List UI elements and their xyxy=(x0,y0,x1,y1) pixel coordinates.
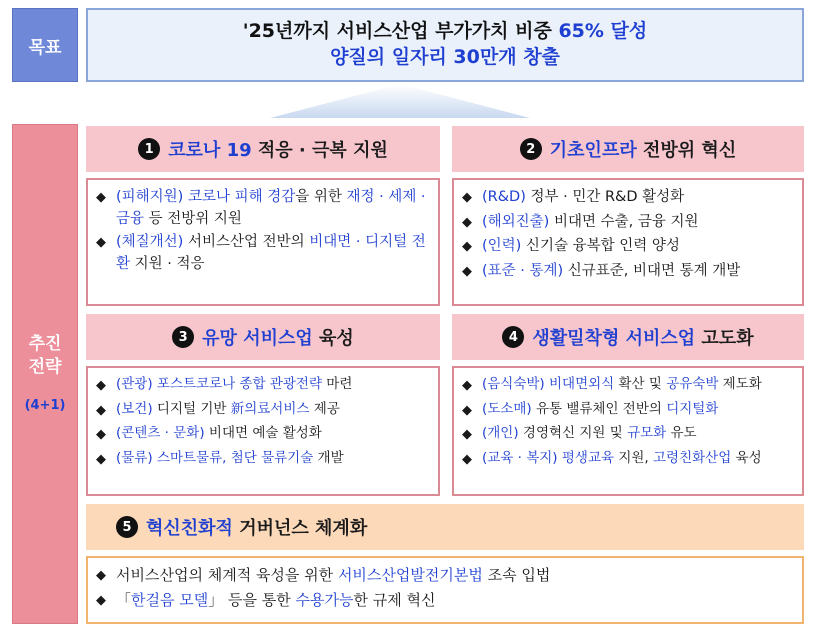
diamond-bullet-icon: ◆ xyxy=(96,568,106,583)
section-4-list xyxy=(462,374,794,473)
highlight-text: (해외진출) xyxy=(482,213,550,230)
list-item-text xyxy=(116,399,430,420)
number-1-icon: 1 xyxy=(138,138,160,160)
list-item-text xyxy=(482,374,794,395)
list-item-text xyxy=(482,423,794,444)
list-item xyxy=(96,231,430,276)
section-2-header: 2 기초인프라 전방위 혁신 xyxy=(452,126,804,172)
diamond-bullet-icon: ◆ xyxy=(96,427,106,443)
diamond-bullet-icon: ◆ xyxy=(96,592,106,608)
plain-text: 조속 입법 xyxy=(482,566,551,584)
highlight-text: (인력) xyxy=(482,238,522,255)
highlight-text: (체질개선) xyxy=(116,233,184,250)
list-item-text xyxy=(116,589,794,612)
highlight-text: (물류) xyxy=(116,450,153,467)
section-2-box xyxy=(452,178,804,306)
list-item xyxy=(462,399,794,424)
diamond-bullet-icon: ◆ xyxy=(462,452,472,468)
highlight-text: (도소매) xyxy=(482,400,532,417)
list-item xyxy=(96,589,794,614)
section-5-box xyxy=(86,556,804,624)
list-item xyxy=(462,211,794,236)
list-item xyxy=(462,260,794,285)
list-item-text xyxy=(482,260,794,282)
diamond-bullet-icon: ◆ xyxy=(96,452,106,468)
plain-text: 정부 · 민간 R&D 활성화 xyxy=(525,189,685,205)
diamond-bullet-icon: ◆ xyxy=(462,378,472,393)
diamond-bullet-icon: ◆ xyxy=(462,402,472,418)
strategy-label: 추진 전략 (4+1) xyxy=(12,124,78,624)
plain-text: 「 xyxy=(116,590,132,609)
plain-text: 한 규제 혁신 xyxy=(353,590,436,609)
plain-text: 」 등을 통한 xyxy=(208,590,296,609)
diamond-bullet-icon: ◆ xyxy=(96,234,106,250)
highlight-text: 한걸음 모델 xyxy=(131,590,209,609)
section-5-list xyxy=(96,564,794,613)
highlight-text: 공유숙박 xyxy=(666,376,719,392)
list-item xyxy=(96,374,430,399)
highlight-text: (교육 · 복지) xyxy=(482,450,558,467)
plain-text: 지원, xyxy=(614,450,654,467)
list-item-text xyxy=(482,448,794,469)
plain-text: 제공 xyxy=(309,400,340,417)
number-2-icon: 2 xyxy=(520,138,542,160)
section-4-header: 4 생활밀착형 서비스업 고도화 xyxy=(452,314,804,360)
list-item-text xyxy=(482,399,794,420)
highlight-text: 서비스산업발전기본법 xyxy=(337,566,483,584)
plain-text: 유통 밸류체인 전반의 xyxy=(531,400,667,417)
list-item xyxy=(462,423,794,448)
list-item xyxy=(96,423,430,448)
plain-text: 확산 및 xyxy=(614,376,667,392)
highlight-text: 비대면외식 xyxy=(549,376,615,392)
highlight-text: (음식숙박) xyxy=(482,376,545,392)
highlight-text: (R&D) xyxy=(482,189,526,205)
list-item xyxy=(462,448,794,473)
plain-text: 등 전방위 지원 xyxy=(144,211,242,228)
number-4-icon: 4 xyxy=(502,326,524,348)
goal-line1: '25년까지 서비스산업 부가가치 비중 65% 달성 xyxy=(242,20,648,43)
highlight-text: (표준 · 통계) xyxy=(482,263,564,280)
highlight-text: 스마트물류, 첨단 물류기술 xyxy=(156,450,314,467)
highlight-text: 포스트코로나 종합 관광전략 xyxy=(156,376,322,392)
list-item-text xyxy=(482,235,794,257)
list-item xyxy=(96,186,430,231)
goal-highlight: 65% 달성 xyxy=(558,20,648,43)
diamond-bullet-icon: ◆ xyxy=(462,190,472,205)
highlight-text: (개인) xyxy=(482,425,519,442)
highlight-text: (콘텐츠 · 문화) xyxy=(116,425,205,442)
list-item-text xyxy=(116,448,430,469)
list-item xyxy=(462,235,794,260)
highlight-text: 수용가능 xyxy=(295,590,354,609)
diamond-bullet-icon: ◆ xyxy=(462,427,472,443)
list-item xyxy=(96,399,430,424)
section-4-box xyxy=(452,366,804,496)
strategy-sub: (4+1) xyxy=(24,398,66,414)
list-item-text xyxy=(116,186,430,231)
plain-text: 서비스산업 전반의 xyxy=(183,233,310,250)
section-5-header: 5 혁신친화적 거버넌스 체계화 xyxy=(86,504,804,550)
plain-text: 제도화 xyxy=(718,376,762,392)
highlight-text: (관광) xyxy=(116,376,153,392)
number-5-icon: 5 xyxy=(116,516,138,538)
list-item xyxy=(462,186,794,211)
plain-text: 경영혁신 지원 및 xyxy=(518,425,628,442)
highlight-text: 평생교육 xyxy=(561,450,615,467)
diamond-bullet-icon: ◆ xyxy=(96,378,106,393)
plain-text: 비대면 예술 활성화 xyxy=(204,425,322,442)
section-1-list xyxy=(96,186,430,276)
list-item-text xyxy=(482,186,794,208)
plain-text: 을 위한 xyxy=(295,189,347,205)
plain-text: 비대면 수출, 금융 지원 xyxy=(549,213,699,230)
section-3-header: 3 유망 서비스업 육성 xyxy=(86,314,440,360)
list-item-text xyxy=(116,231,430,276)
goal-label: 목표 xyxy=(12,8,78,82)
plain-text: 디지털 기반 xyxy=(152,400,231,417)
section-1-header: 1 코로나 19 적응 · 극복 지원 xyxy=(86,126,440,172)
number-3-icon: 3 xyxy=(172,326,194,348)
section-3-box xyxy=(86,366,440,496)
section-3-list xyxy=(96,374,430,473)
highlight-text: (보건) xyxy=(116,400,153,417)
plain-text: 신규표준, 비대면 통계 개발 xyxy=(563,263,741,280)
highlight-text: 재정 · 세제 · 금융 xyxy=(116,189,426,228)
highlight-text: 고령친화산업 xyxy=(653,450,732,467)
plain-text: 유도 xyxy=(666,425,697,442)
goal-line2: 양질의 일자리 30만개 창출 xyxy=(330,46,560,68)
section-1-box xyxy=(86,178,440,306)
highlight-text: 디지털화 xyxy=(666,400,719,417)
plain-text: 서비스산업의 체계적 육성을 위한 xyxy=(116,566,338,584)
highlight-text: 비대면 · 디지털 전환 xyxy=(116,233,426,273)
plain-text: 개발 xyxy=(313,450,344,467)
highlight-text: 규모화 xyxy=(627,425,667,442)
section-2-list xyxy=(462,186,794,285)
plain-text: 지원 · 적응 xyxy=(130,256,205,273)
list-item-text xyxy=(116,423,430,444)
plain-text: 신기술 융복합 인력 양성 xyxy=(521,238,680,255)
list-item xyxy=(96,564,794,589)
diamond-bullet-icon: ◆ xyxy=(96,402,106,418)
list-item-text xyxy=(116,564,794,587)
plain-text: 마련 xyxy=(322,376,353,392)
up-arrow-icon xyxy=(270,84,530,118)
highlight-text: (피해지원) 코로나 피해 경감 xyxy=(116,189,296,205)
goal-box xyxy=(86,8,804,82)
diamond-bullet-icon: ◆ xyxy=(96,190,106,205)
highlight-text: 新의료서비스 xyxy=(230,400,310,417)
list-item xyxy=(96,448,430,473)
plain-text: 육성 xyxy=(731,450,762,467)
diamond-bullet-icon: ◆ xyxy=(462,214,472,230)
diamond-bullet-icon: ◆ xyxy=(462,264,472,280)
diamond-bullet-icon: ◆ xyxy=(462,239,472,255)
list-item xyxy=(462,374,794,399)
list-item-text xyxy=(482,211,794,233)
list-item-text xyxy=(116,374,430,395)
